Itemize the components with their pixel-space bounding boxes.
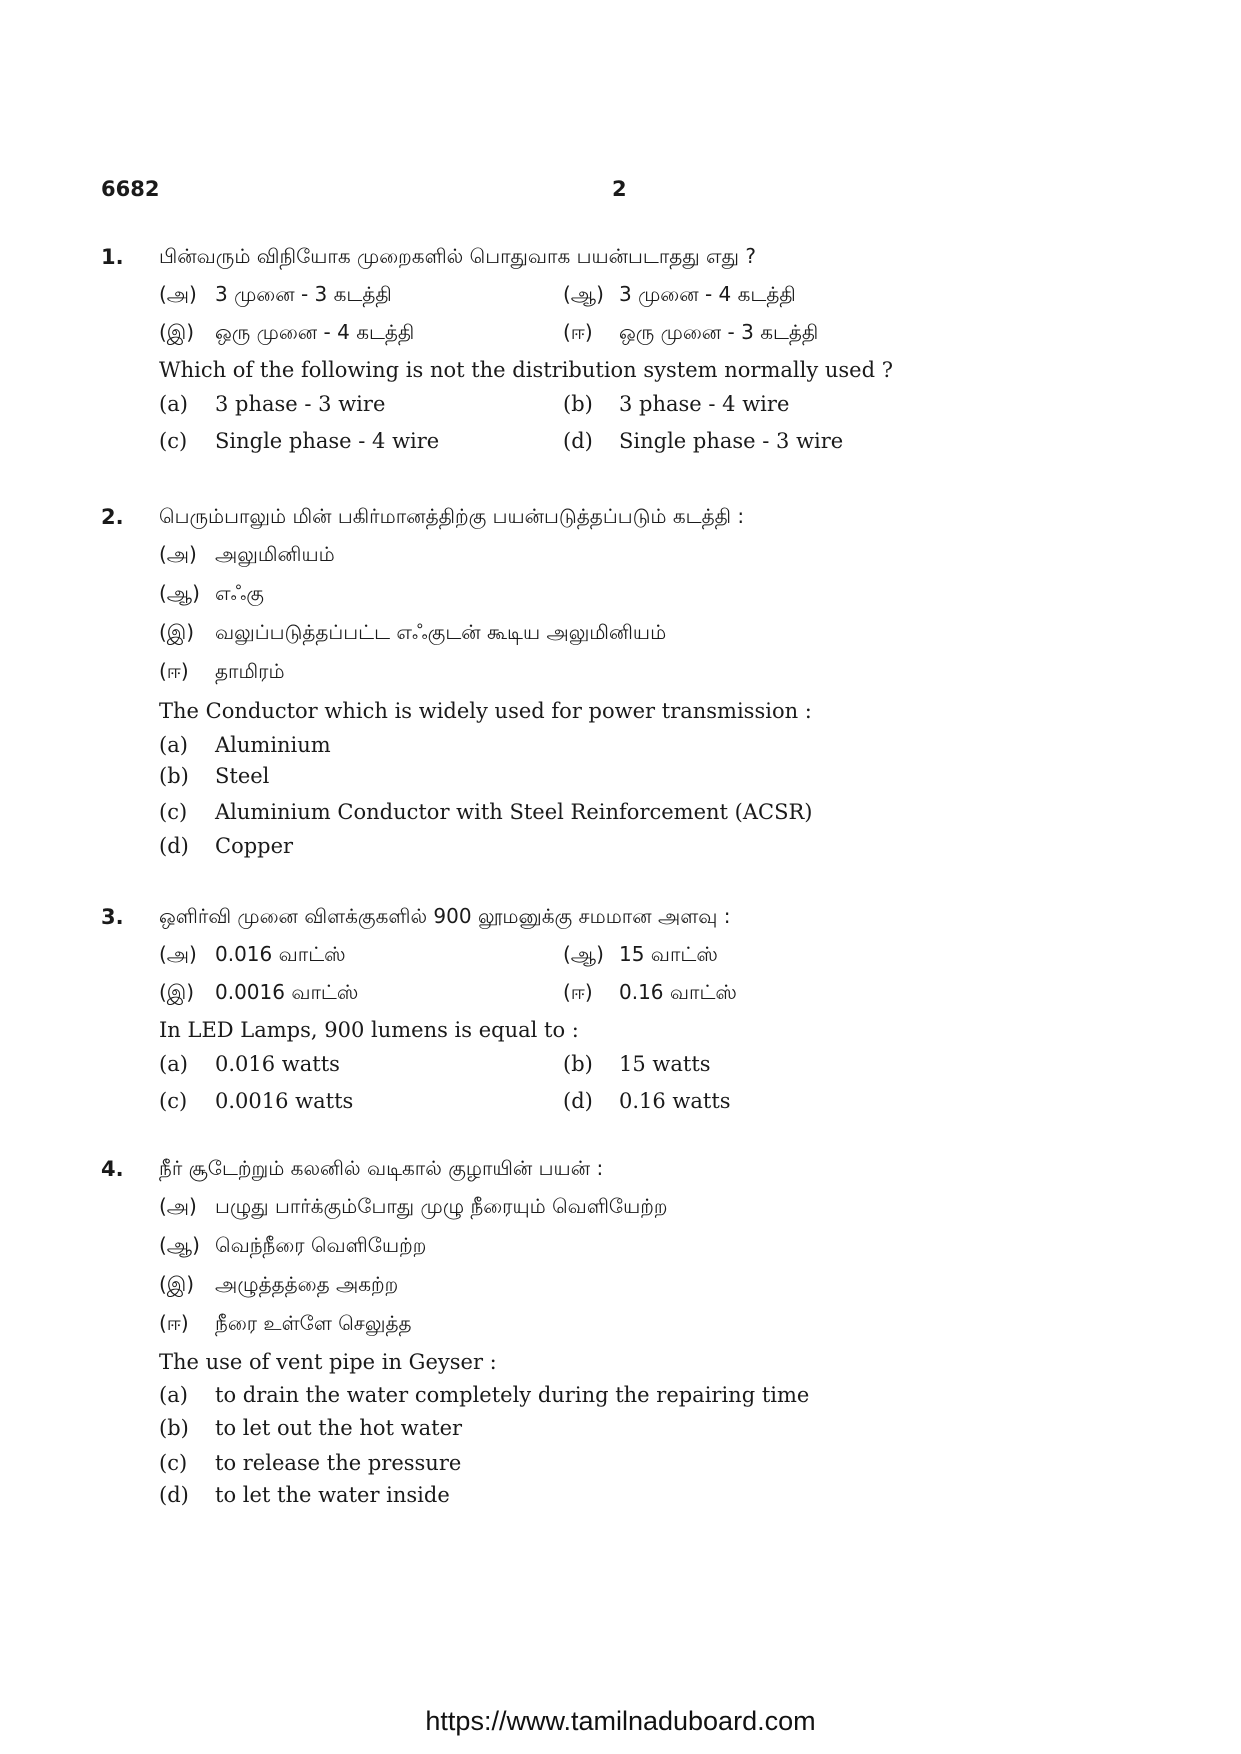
option-d-english: (d) Copper — [159, 834, 294, 858]
option-b-tamil: (ஆ) 15 வாட்ஸ் — [563, 942, 718, 966]
question-number: 1. — [101, 245, 124, 269]
option-d-english: (d) Single phase - 3 wire — [563, 429, 844, 453]
option-b-tamil: (ஆ) 3 முனை - 4 கடத்தி — [563, 282, 796, 306]
question-number: 2. — [101, 505, 124, 529]
question-number: 3. — [101, 905, 124, 929]
option-c-english: (c) Aluminium Conductor with Steel Reinforcement (ACSR) — [159, 800, 813, 824]
tamil-question: பெரும்பாலும் மின் பகிர்மானத்திற்கு பயன்படுத்தப்படும் கடத்தி : — [159, 504, 745, 528]
option-d-english: (d) to let the water inside — [159, 1483, 450, 1507]
option-a-english: (a) 0.016 watts — [159, 1052, 340, 1076]
option-c-tamil: (இ) ஒரு முனை - 4 கடத்தி — [159, 320, 415, 344]
option-b-tamil: (ஆ) வெந்நீரை வெளியேற்ற — [159, 1233, 427, 1257]
english-question: The use of vent pipe in Geyser : — [159, 1350, 497, 1374]
option-d-tamil: (ஈ) ஒரு முனை - 3 கடத்தி — [563, 320, 819, 344]
tamil-question: பின்வரும் விநியோக முறைகளில் பொதுவாக பயன்படாதது எது ? — [159, 244, 756, 268]
option-c-tamil: (இ) 0.0016 வாட்ஸ் — [159, 980, 359, 1004]
option-a-tamil: (அ) அலுமினியம் — [159, 542, 335, 566]
option-a-english: (a) Aluminium — [159, 733, 331, 757]
english-question: In LED Lamps, 900 lumens is equal to : — [159, 1018, 579, 1042]
option-a-english: (a) to drain the water completely during the repairing time — [159, 1383, 810, 1407]
option-a-english: (a) 3 phase - 3 wire — [159, 392, 386, 416]
option-c-english: (c) to release the pressure — [159, 1451, 462, 1475]
question-number: 4. — [101, 1157, 124, 1181]
page-number: 2 — [612, 177, 627, 201]
option-a-tamil: (அ) பழுது பார்க்கும்போது முழு நீரையும் வெளியேற்ற — [159, 1194, 668, 1218]
option-c-tamil: (இ) வலுப்படுத்தப்பட்ட எஃகுடன் கூடிய அலுமினியம் — [159, 620, 667, 644]
tamil-question: நீர் சூடேற்றும் கலனில் வடிகால் குழாயின் பயன் : — [159, 1156, 604, 1180]
option-b-english: (b) to let out the hot water — [159, 1416, 463, 1440]
option-b-tamil: (ஆ) எஃகு — [159, 581, 264, 605]
english-question: Which of the following is not the distribution system normally used ? — [159, 358, 893, 382]
option-d-english: (d) 0.16 watts — [563, 1089, 731, 1113]
option-c-english: (c) Single phase - 4 wire — [159, 429, 440, 453]
option-d-tamil: (ஈ) நீரை உள்ளே செலுத்த — [159, 1311, 412, 1335]
option-a-tamil: (அ) 0.016 வாட்ஸ் — [159, 942, 346, 966]
option-b-english: (b) Steel — [159, 764, 270, 788]
paper-code: 6682 — [101, 177, 160, 201]
option-c-english: (c) 0.0016 watts — [159, 1089, 354, 1113]
english-question: The Conductor which is widely used for power transmission : — [159, 699, 812, 723]
option-b-english: (b) 3 phase - 4 wire — [563, 392, 790, 416]
option-a-tamil: (அ) 3 முனை - 3 கடத்தி — [159, 282, 392, 306]
option-d-tamil: (ஈ) 0.16 வாட்ஸ் — [563, 980, 737, 1004]
option-c-tamil: (இ) அழுத்தத்தை அகற்ற — [159, 1272, 399, 1296]
footer-url: https://www.tamilnaduboard.com — [425, 1706, 816, 1736]
tamil-question: ஒளிர்வி முனை விளக்குகளில் 900 லூமனுக்கு சமமான அளவு : — [159, 904, 731, 928]
option-d-tamil: (ஈ) தாமிரம் — [159, 659, 285, 683]
option-b-english: (b) 15 watts — [563, 1052, 711, 1076]
